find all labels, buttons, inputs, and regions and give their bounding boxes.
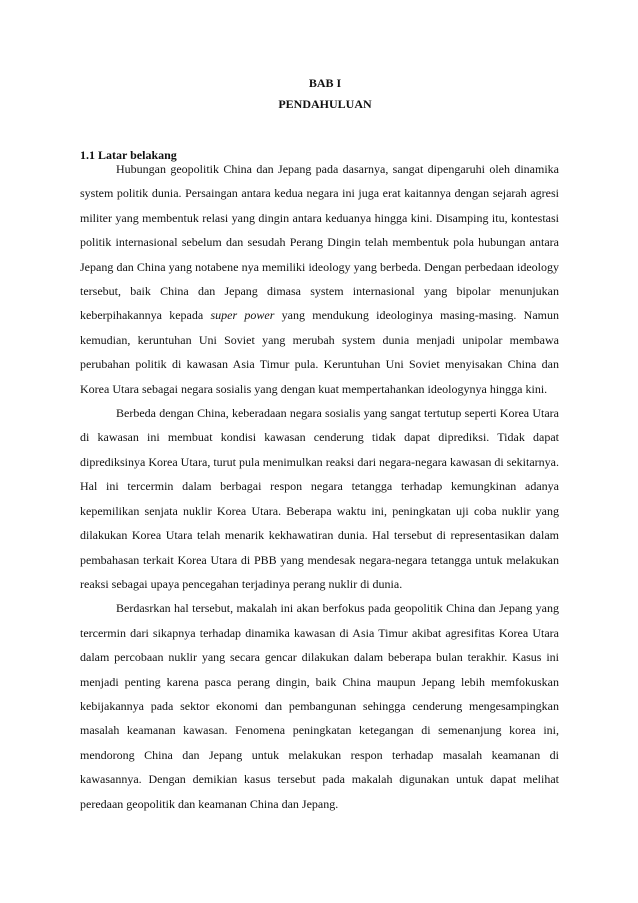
paragraph-1-italic-term: super power [210, 308, 275, 323]
paragraph-2: Berbeda dengan China, keberadaan negara sosialis yang sangat tertutup seperti Korea Utara di kawasan ini membuat kondisi kawasan cenderung tidak dapat diprediksi. Tidak dapat diprediksinya Korea Utara, turut pula menimulkan reaksi dari negara-negara kawasan di sekitarnya. Hal ini tercermin dalam berbagai respon negara tetangga terhadap kemungkinan adanya kepemilikan senjata nuklir Korea Utara. Beberapa waktu ini, peningkatan uji coba nuklir yang dilakukan Korea Utara telah menarik kekhawatiran dunia. Hal tersebut di representasikan dalam pembahasan terkait Korea Utara di PBB yang mendesak negara-negara tetangga untuk melakukan reaksi sebagai upaya pencegahan terjadinya perang nuklir di dunia. [80, 406, 559, 591]
body-text [80, 157, 559, 816]
paragraph-3: Berdasrkan hal tersebut, makalah ini akan berfokus pada geopolitik China dan Jepang yang tercermin dari sikapnya terhadap dinamika kawasan di Asia Timur akibat agresifitas Korea Utara dalam percobaan nuklir yang secara gencar dilakukan dalam beberapa bulan terakhir. Kasus ini menjadi penting karena pasca perang dingin, baik China maupun Jepang lebih memfokuskan kebijakannya pada sektor ekonomi dan pembangunan sehingga cenderung mengesampingkan masalah keamanan kawasan. Fenomena peningkatan ketegangan di semenanjung korea ini, mendorong China dan Jepang untuk melakukan respon terhadap masalah keamanan di kawasannya. Dengan demikian kasus tersebut pada makalah digunakan untuk dapat melihat peredaan geopolitik dan keamanan China dan Jepang. [80, 601, 559, 811]
chapter-label: BAB I [308, 76, 342, 90]
paragraph-1-text-after: yang mendukung ideologinya masing-masing. Namun kemudian, keruntuhan Uni Soviet yang merubah system dunia menjadi unipolar membawa perubahan politik di kawasan Asia Timur pula. Keruntuhan Uni Soviet menyisakan China dan Korea Utara sebagai negara sosialis yang dengan kuat mempertahankan ideologynya hingga kini. [80, 308, 559, 396]
section-heading: 1.1 Latar belakang [80, 148, 177, 162]
chapter-title: PENDAHULUAN [278, 97, 372, 111]
paragraph-1-text-before: Hubungan geopolitik China dan Jepang pada dasarnya, sangat dipengaruhi oleh dinamika system politik dunia. Persaingan antara kedua negara ini juga erat kaitannya dengan sejarah agresi militer yang membentuk relasi yang dingin antara keduanya hingga kini. Disamping itu, kontestasi politik internasional sebelum dan sesudah Perang Dingin telah membentuk pola hubungan antara Jepang dan China yang notabene nya memiliki ideology yang berbeda. Dengan perbedaan ideology tersebut, baik China dan Jepang dimasa system internasional yang bipolar menunjukan keberpihakannya kepada [80, 162, 559, 323]
paragraph-1 [80, 157, 559, 401]
